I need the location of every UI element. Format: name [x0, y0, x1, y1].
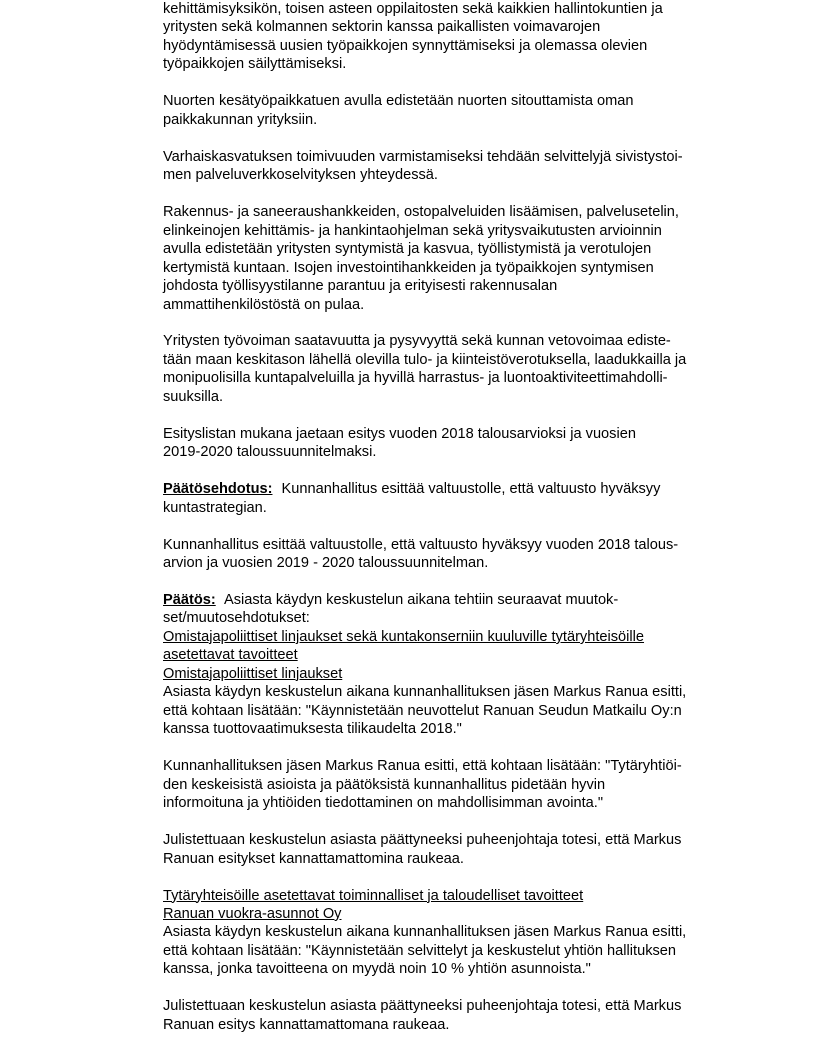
proposal2-paragraph [163, 536, 763, 573]
text-line: monipuolisilla kuntapalveluilla ja hyvillä harrastus- ja luontoaktiviteettimahdolli- [163, 370, 668, 387]
closing-paragraph [163, 997, 763, 1034]
paragraph [163, 203, 763, 314]
text-line: Kunnanhallituksen jäsen Markus Ranua esitti, että kohtaan lisätään: "Tytäryhtiöi- [163, 758, 682, 775]
decision-label: Päätös: [163, 592, 216, 608]
text-line: Asiasta käydyn keskustelun aikana tehtiin seuraavat muutok- [223, 592, 619, 608]
text-line: Julistettuaan keskustelun asiasta päättyneeksi puheenjohtaja totesi, että Markus [163, 998, 682, 1015]
text-line: Esityslistan mukana jaetaan esitys vuoden 2018 talousarvioksi ja vuosien [163, 425, 636, 442]
text-line: set/muutosehdotukset: [163, 610, 310, 627]
section-heading: Omistajapoliittiset linjaukset sekä kuntakonserniin kuuluville tytäryhteisöille [163, 628, 645, 645]
text-line: arvion ja vuosien 2019 - 2020 taloussuunnitelman. [163, 555, 489, 572]
section-heading: Ranuan vuokra-asunnot Oy [163, 905, 342, 922]
text-line: men palveluverkkoselvityksen yhteydessä. [163, 167, 438, 184]
text-line: den keskeisistä asioista ja päätöksistä kunnanhallitus pidetään hyvin [163, 776, 606, 793]
text-line: kertymistä kuntaan. Isojen investointihankkeiden ja työpaikkojen syntymisen [163, 259, 654, 276]
text-line: kanssa, jonka tavoitteena on myydä noin 10 % yhtiön asunnoista." [163, 961, 591, 978]
text-line: kuntastrategian. [163, 499, 267, 516]
text-line: ammattihenkilöstöstä on pulaa. [163, 296, 365, 313]
proposal-paragraph [163, 480, 763, 517]
paragraph [163, 92, 763, 129]
text-line: Varhaiskasvatuksen toimivuuden varmistamiseksi tehdään selvittelyjä sivistystoi- [163, 148, 683, 165]
section-heading: Tytäryhteisöille asetettavat toiminnalliset ja taloudelliset tavoitteet [163, 887, 584, 904]
text-line: hyödyntämisessä uusien työpaikkojen synnyttämiseksi ja olemassa olevien [163, 37, 648, 54]
paragraph [163, 831, 763, 868]
text-line: Kunnanhallitus esittää valtuustolle, että valtuusto hyväksyy vuoden 2018 talous- [163, 536, 679, 553]
text-line: että kohtaan lisätään: "Käynnistetään selvittelyt ja keskustelut yhtiön hallituksen [163, 942, 677, 959]
text-line: tään maan keskitason lähellä olevilla tulo- ja kiinteistöverotuksella, laadukkailla ja [163, 351, 687, 368]
text-line: yritysten sekä kolmannen sektorin kanssa paikallisten voimavarojen [163, 19, 601, 36]
paragraph [163, 148, 763, 185]
paragraph [163, 757, 763, 812]
text-line: Asiasta käydyn keskustelun aikana kunnanhallituksen jäsen Markus Ranua esitti, [163, 924, 687, 941]
document-page [163, 0, 763, 1053]
paragraph [163, 332, 763, 406]
text-line: suuksilla. [163, 388, 224, 405]
decision-paragraph [163, 591, 763, 739]
text-line: elinkeinojen kehittämis- ja hankintaohjelman sekä yritysvaikutusten arvioinnin [163, 222, 662, 239]
text-line: johdosta työllisyystilanne parantuu ja erityisesti rakennusalan [163, 278, 558, 295]
paragraph [163, 425, 763, 462]
text-line: kanssa tuottovaatimuksesta tilikaudelta 2018." [163, 721, 462, 738]
text-line: kehittämisyksikön, toisen asteen oppilaitosten sekä kaikkien hallintokuntien ja [163, 1, 663, 17]
text-line: Julistettuaan keskustelun asiasta päättyneeksi puheenjohtaja totesi, että Markus [163, 832, 682, 849]
text-line: Rakennus- ja saneeraushankkeiden, ostopalveluiden lisäämisen, palvelusetelin, [163, 204, 679, 221]
text-line: avulla edistetään yritysten syntymistä ja kasvua, työllistymistä ja verotulojen [163, 241, 652, 258]
text-line: Kunnanhallitus esittää valtuustolle, että valtuusto hyväksyy [281, 481, 661, 498]
text-line: työpaikkojen säilyttämiseksi. [163, 56, 347, 73]
text-line: paikkakunnan yrityksiin. [163, 111, 318, 128]
text-line: informoituna ja yhtiöiden tiedottaminen on mahdollisimman avointa." [163, 795, 603, 812]
section-heading: Omistajapoliittiset linjaukset [163, 665, 343, 682]
text-line: Yritysten työvoiman saatavuutta ja pysyvyyttä sekä kunnan vetovoimaa ediste- [163, 333, 671, 350]
text-line: Nuorten kesätyöpaikkatuen avulla edistetään nuorten sitouttamista oman [163, 93, 634, 110]
section-heading: asetettavat tavoitteet [163, 647, 298, 664]
text-line: Ranuan esitykset kannattamattomina raukeaa. [163, 850, 464, 867]
text-line: Ranuan esitys kannattamattomana raukeaa. [163, 1016, 450, 1033]
proposal-label: Päätösehdotus: [163, 481, 273, 498]
section2-paragraph [163, 887, 763, 979]
text-line: Asiasta käydyn keskustelun aikana kunnanhallituksen jäsen Markus Ranua esitti, [163, 684, 687, 701]
text-line: että kohtaan lisätään: "Käynnistetään neuvottelut Ranuan Seudun Matkailu Oy:n [163, 702, 682, 719]
text-line: 2019-2020 taloussuunnitelmaksi. [163, 444, 377, 461]
paragraph [163, 0, 763, 74]
